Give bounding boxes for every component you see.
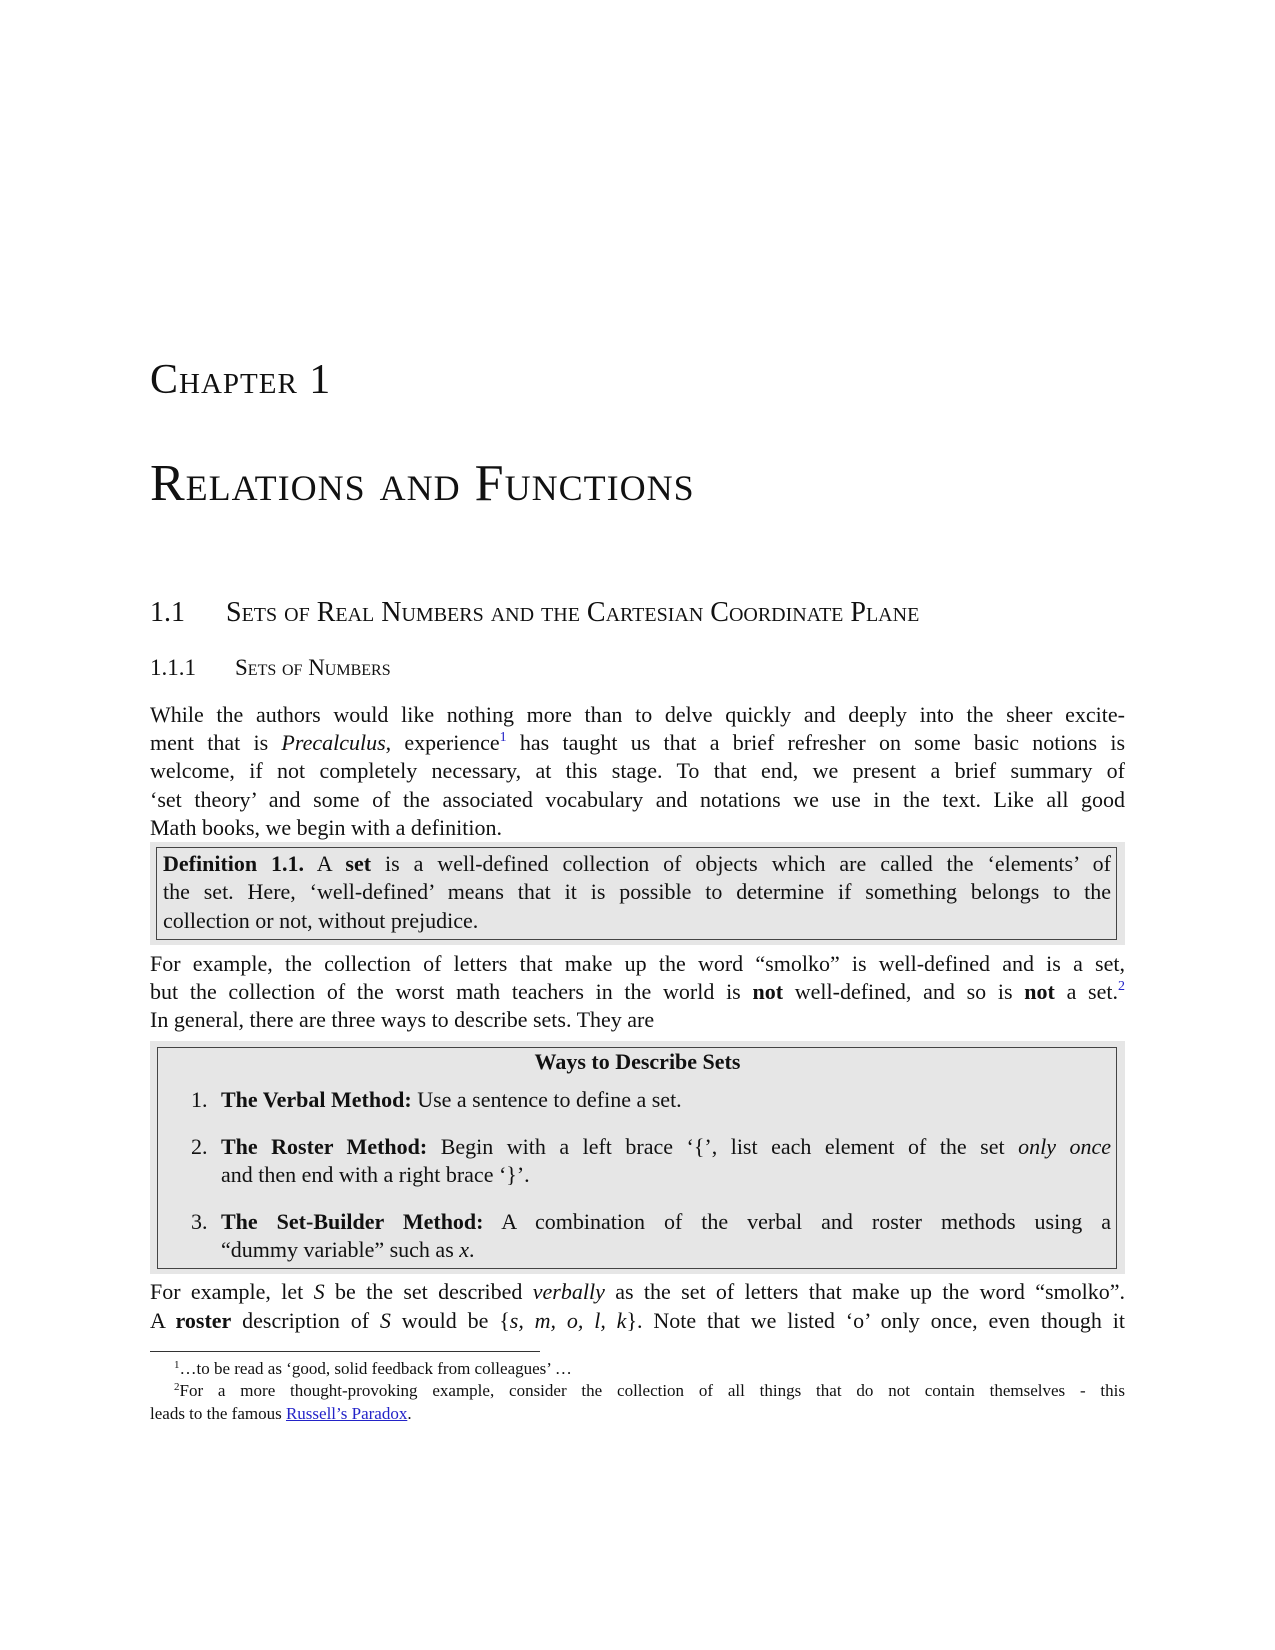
text-line xyxy=(150,1278,1125,1306)
footnote-link-2[interactable]: 2 xyxy=(1118,979,1125,994)
text: A combination of the verbal and roster methods using a xyxy=(483,1209,1111,1234)
text: For a more thought-provoking example, consider the collection of all things that do not contain themselves - this xyxy=(179,1381,1125,1400)
subsection-heading xyxy=(150,655,391,681)
math-variable: S xyxy=(379,1308,391,1333)
text: is a well-defined collection of objects which are called the ‘elements’ of xyxy=(371,851,1111,876)
ways-title xyxy=(150,1048,1125,1076)
text-line xyxy=(150,1006,1125,1034)
text: A xyxy=(150,1308,176,1333)
text: as the set of letters that make up the word “smolko”. xyxy=(604,1279,1126,1304)
text: welcome, if not completely necessary, at this stage. To that end, we present a brief summary of xyxy=(150,758,1125,783)
text: , experience xyxy=(385,730,500,755)
bold-text: not xyxy=(752,979,784,1004)
text: be the set described xyxy=(324,1279,533,1304)
subsection-title: Sets of Numbers xyxy=(235,655,391,680)
bold-text: roster xyxy=(175,1308,232,1333)
text: description of xyxy=(231,1308,380,1333)
section-heading xyxy=(150,597,1125,629)
text: For example, let xyxy=(150,1279,314,1304)
footnote-2 xyxy=(174,1380,1125,1402)
text: A xyxy=(304,851,346,876)
emphasis: only once xyxy=(1018,1134,1112,1159)
text: collection or not, without prejudice. xyxy=(163,908,479,933)
text: well-defined, and so is xyxy=(783,979,1025,1004)
text: a set. xyxy=(1054,979,1118,1004)
list-number: 3. xyxy=(191,1209,208,1234)
text-line xyxy=(163,850,1111,878)
list-item-set-builder xyxy=(221,1208,1111,1236)
text-line xyxy=(150,978,1125,1006)
bold-text: not xyxy=(1024,979,1055,1004)
method-name: The Verbal Method: xyxy=(221,1087,412,1112)
text: While the authors would like nothing more than to delve quickly and deeply into the sheer excite- xyxy=(150,702,1125,727)
text-line xyxy=(150,950,1125,978)
text: has taught us that a brief refresher on some basic notions is xyxy=(506,730,1126,755)
chapter-title: Relations and Functions xyxy=(150,455,695,512)
text: ‘set theory’ and some of the associated vocabulary and notations we use in the text. Like all good xyxy=(150,787,1125,812)
text-line xyxy=(221,1236,1111,1264)
text-line xyxy=(221,1161,1111,1189)
definition-label: Definition 1.1. xyxy=(163,851,305,876)
emphasis: verbally xyxy=(532,1279,605,1304)
text-line xyxy=(163,878,1111,906)
term: set xyxy=(345,851,372,876)
text: and then end with a right brace ‘}’. xyxy=(221,1162,530,1187)
section-title: Sets of Real Numbers and the Cartesian Coordinate Plane xyxy=(226,597,920,628)
text: would be { xyxy=(390,1308,510,1333)
method-name: The Roster Method: xyxy=(221,1134,428,1159)
text: . xyxy=(407,1404,412,1423)
text: leads to the famous xyxy=(150,1404,286,1423)
method-name: The Set-Builder Method: xyxy=(221,1209,484,1234)
text: “dummy variable” such as xyxy=(221,1237,460,1262)
russells-paradox-link[interactable]: Russell’s Paradox xyxy=(285,1404,408,1423)
text-line xyxy=(150,729,1125,757)
text: ment that is xyxy=(150,730,282,755)
text-line xyxy=(150,1307,1125,1335)
text: but the collection of the worst math teachers in the world is xyxy=(150,979,753,1004)
text: }. Note that we listed ‘o’ only once, even though it xyxy=(626,1308,1125,1333)
text: Math books, we begin with a definition. xyxy=(150,815,502,840)
math-set: s, m, o, l, k xyxy=(509,1308,627,1333)
math-variable: S xyxy=(313,1279,325,1304)
footnote-mark: 1 xyxy=(174,1359,180,1371)
text-line xyxy=(150,1403,1125,1425)
text-line xyxy=(150,814,1125,842)
text: For example, the collection of letters that make up the word “smolko” is well-defined and is a set, xyxy=(150,951,1125,976)
text: the set. Here, ‘well-defined’ means that it is possible to determine if something belongs to the xyxy=(163,879,1111,904)
text-line xyxy=(150,786,1125,814)
text: In general, there are three ways to describe sets. They are xyxy=(150,1007,655,1032)
text-line xyxy=(163,907,1111,935)
list-number: 2. xyxy=(191,1134,208,1159)
list-item-roster xyxy=(221,1133,1111,1161)
list-number: 1. xyxy=(191,1087,208,1112)
subsection-number: 1.1.1 xyxy=(150,655,196,680)
footnote-rule xyxy=(150,1351,540,1352)
text: Begin with a left brace ‘{’, list each element of the set xyxy=(427,1134,1019,1159)
list-item-verbal xyxy=(221,1086,1111,1114)
text-line xyxy=(150,757,1125,785)
box-title: Ways to Describe Sets xyxy=(534,1049,741,1074)
text-line xyxy=(150,701,1125,729)
chapter-label: Chapter 1 xyxy=(150,357,332,403)
math-variable: x xyxy=(459,1237,470,1262)
footnote-mark: 2 xyxy=(174,1381,180,1393)
footnote-1 xyxy=(174,1358,1125,1380)
text: . xyxy=(469,1237,475,1262)
section-number: 1.1 xyxy=(150,597,185,628)
text: Use a sentence to define a set. xyxy=(411,1087,682,1112)
text: …to be read as ‘good, solid feedback from colleagues’ … xyxy=(179,1359,572,1378)
emphasis: Precalculus xyxy=(281,730,386,755)
footnote-link-1[interactable]: 1 xyxy=(499,730,507,745)
